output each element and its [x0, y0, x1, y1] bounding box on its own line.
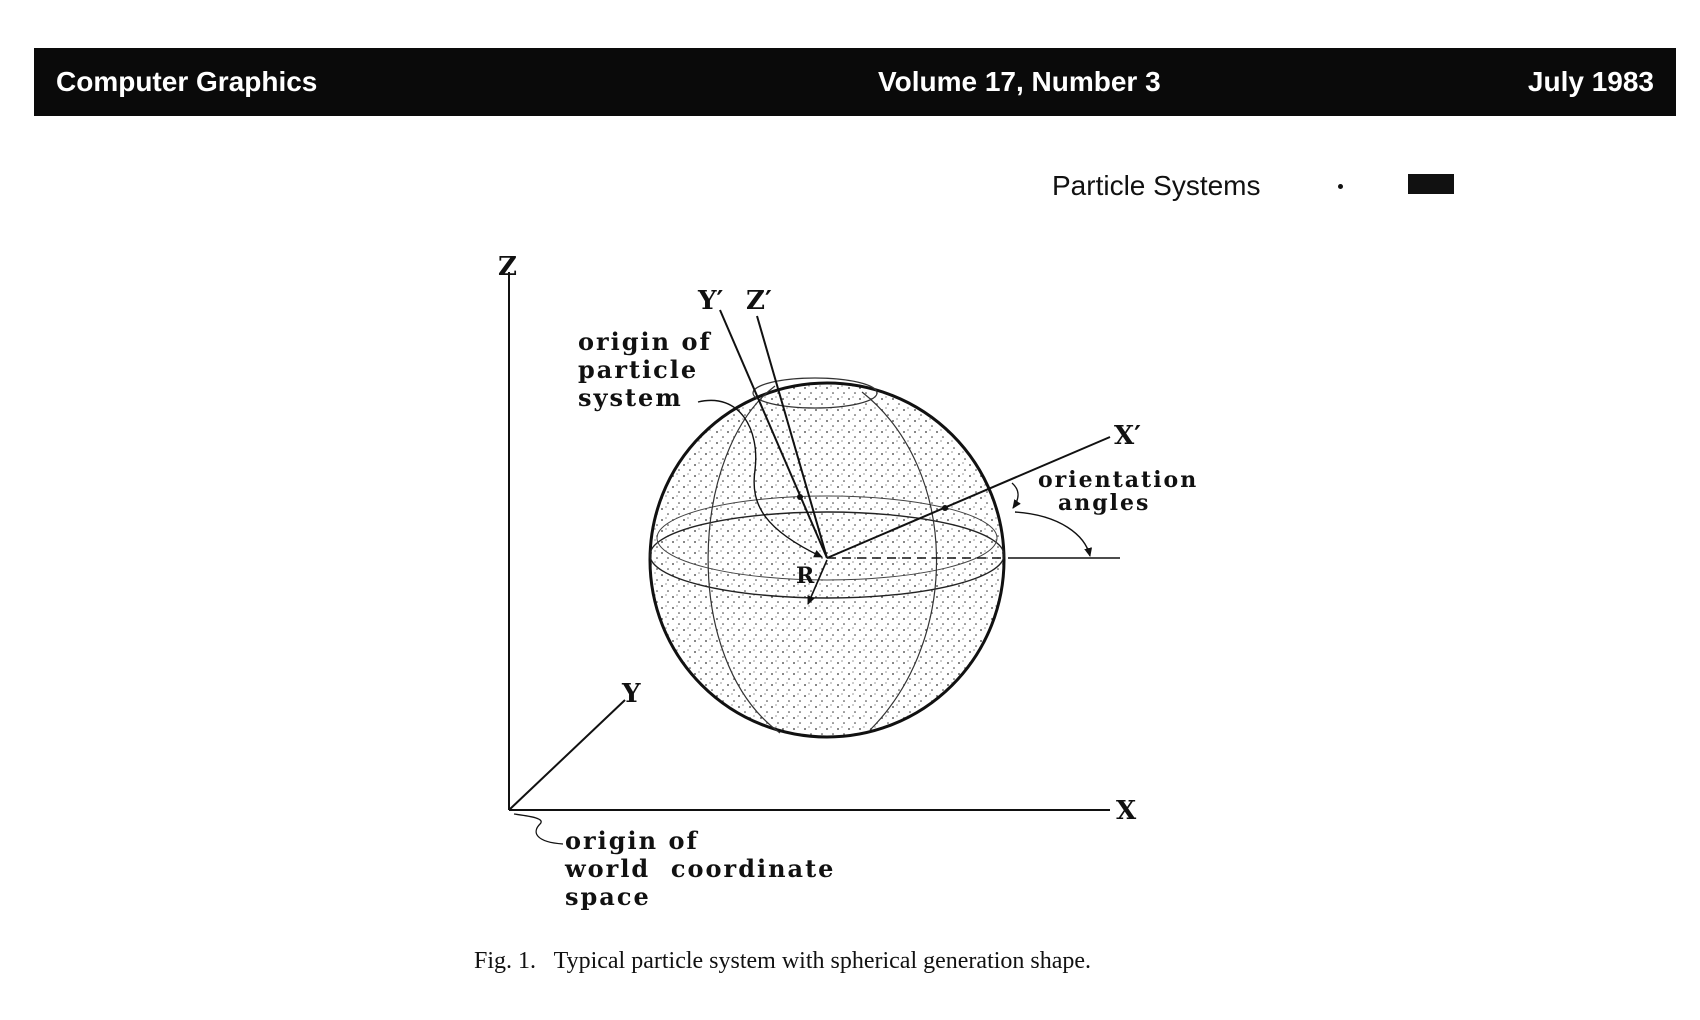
axis-intersection-dot	[797, 494, 803, 500]
world-origin-label-line-1: origin of	[565, 826, 699, 855]
x-axis-label: X	[1116, 796, 1137, 826]
x-prime-label: X′	[1114, 421, 1142, 451]
volume-number: Volume 17, Number 3	[878, 66, 1161, 97]
axis-intersection-dot	[942, 505, 948, 511]
particle-origin-label-line-1: origin of	[578, 327, 712, 356]
z-axis-label: Z	[498, 252, 517, 282]
particle-origin-label-line-2: particle	[578, 355, 699, 384]
running-head-title: Particle Systems	[1052, 170, 1261, 201]
y-axis	[509, 700, 625, 810]
world-origin-label-line-2: world coordinate	[565, 854, 836, 883]
figure-caption: Fig. 1. Typical particle system with spherical generation shape.	[474, 948, 1092, 974]
orientation-label-line-1: orientation	[1038, 467, 1199, 493]
orientation-angle-arc-upper	[1012, 483, 1018, 508]
world-origin-label-line-3: space	[565, 882, 651, 911]
journal-name: Computer Graphics	[56, 66, 318, 97]
y-prime-label: Y′	[698, 286, 724, 316]
radius-label: R	[796, 563, 815, 589]
orientation-label-line-2: angles	[1058, 490, 1151, 516]
particle-origin-label-line-3: system	[578, 383, 683, 412]
issue-date: July 1983	[1527, 66, 1654, 97]
z-prime-label: Z′	[746, 286, 772, 316]
y-axis-label: Y	[622, 679, 641, 709]
orientation-angle-arc-lower	[1015, 512, 1090, 556]
world-origin-leader	[514, 814, 563, 844]
